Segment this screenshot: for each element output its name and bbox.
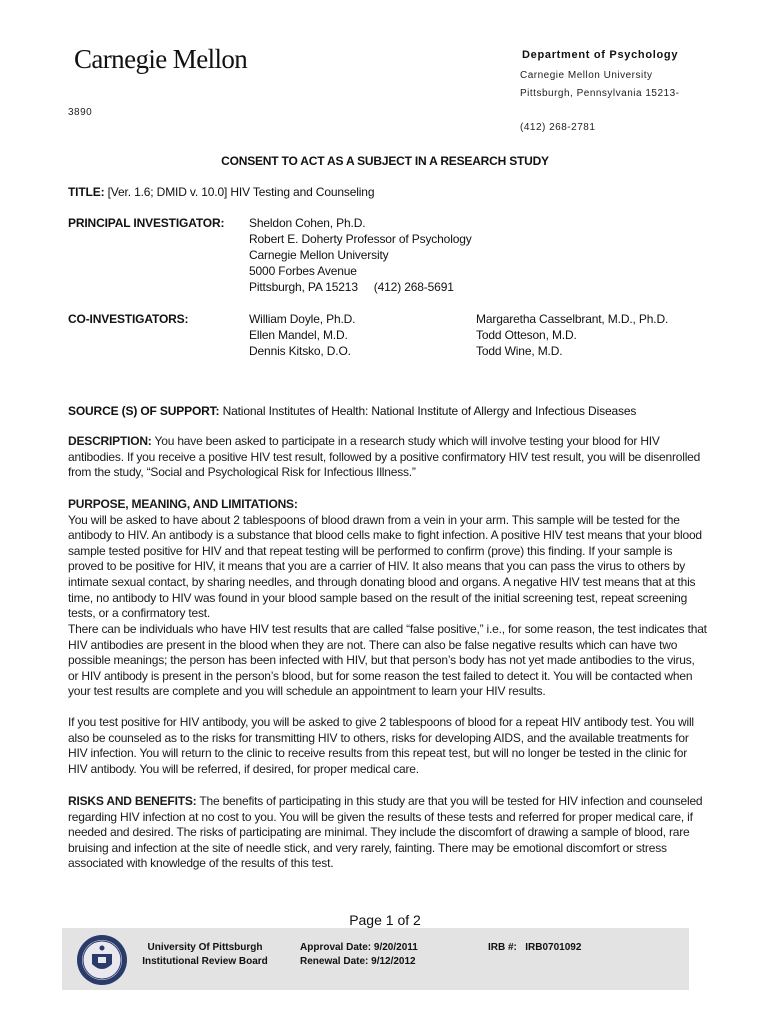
description-text: You have been asked to participate in a research study which will involve testing your blood for HIV antibodies. If you receive a positive HIV test result, followed by a positive confirmatory HIV test result, you will be disenrolled from the study, “Social and Psychological Risk for Infectious Illness.” [68,434,701,480]
purpose-section [68,497,708,622]
irb-dates [300,941,418,969]
false-results-section [68,622,708,700]
renewal-date: Renewal Date: 9/12/2012 [300,956,416,967]
pi-line: Pittsburgh, PA 15213 (412) 268-5691 [249,280,454,294]
coinvestigator-name: Dennis Kitsko, D.O. [249,344,351,358]
source-of-support [68,403,636,419]
risks-text: The benefits of participating in this study are that you will be tested for HIV infection and counseled regarding HIV infection at no cost to you. You will be given the results of these tests and referred for proper medical care, if needed and desired. The risks of participating are minimal. They include the discomfort of drawing a sample of blood, rare bruising and infection at the site of needle stick, and very rarely, fainting. There may be emotional discomfort or stress associated with knowledge of the results of this test. [68,794,703,871]
coinvestigators-label: CO-INVESTIGATORS: [68,312,189,326]
pi-line: Carnegie Mellon University [249,248,389,262]
description-label: DESCRIPTION: [68,434,152,448]
coinvestigator-name: Todd Wine, M.D. [476,344,563,358]
zip-suffix: 3890 [68,107,93,118]
positive-test-section [68,715,708,777]
positive-test-text: If you test positive for HIV antibody, you will be asked to give 2 tablespoons of blood for a repeat HIV antibody test. You will also be counseled as to the risks for transmitting HIV to others, risks for developing AIDS, and the available treatments for HIV infection. You will return to the clinic to receive results from this repeat test, but will no longer be tested in the clinic for HIV antibody. You will be referred, if desired, for proper medical care. [68,715,694,776]
coinvestigator-name: William Doyle, Ph.D. [249,312,356,326]
purpose-label: PURPOSE, MEANING, AND LIMITATIONS: [68,497,298,511]
city-line: Pittsburgh, Pennsylvania 15213- [520,88,680,99]
coinvestigator-name: Ellen Mandel, M.D. [249,328,348,342]
department-phone: (412) 268-2781 [520,122,596,133]
description-section [68,434,708,481]
university-seal-icon [76,934,128,986]
source-value: National Institutes of Health: National Institute of Allergy and Infectious Diseases [222,404,637,418]
university-name: Carnegie Mellon University [520,70,653,81]
pi-line: Robert E. Doherty Professor of Psychology [249,232,472,246]
pi-line: Sheldon Cohen, Ph.D. [249,216,366,230]
coinvestigator-name: Margaretha Casselbrant, M.D., Ph.D. [476,312,669,326]
pi-label: PRINCIPAL INVESTIGATOR: [68,216,225,230]
approval-date: Approval Date: 9/20/2011 [300,942,418,953]
irb-name-line: University Of Pittsburgh [147,942,263,953]
coinvestigator-name: Todd Otteson, M.D. [476,328,577,342]
source-label: SOURCE (S) OF SUPPORT: [68,404,220,418]
title-label: TITLE: [68,185,105,199]
consent-heading: CONSENT TO ACT AS A SUBJECT IN A RESEARCH STUDY [221,154,549,168]
false-results-text: There can be individuals who have HIV test results that are called “false positive,” i.e., for some reason, the test indicates that HIV antibodies are present in the blood when they are not. There can also be false negative results which can have two possible meanings; the person has been infected with HIV, but that person’s body has not yet made antibodies to the virus, or HIV antibody is present in the person’s blood, but for some reason the test failed to detect it. You will be contacted when your test results are complete and you will schedule an appointment to learn your HIV results. [68,622,707,699]
department-name: Department of Psychology [522,49,679,61]
irb-name-line: Institutional Review Board [142,956,268,967]
irb-name [140,941,270,969]
purpose-text: You will be asked to have about 2 tablespoons of blood drawn from a vein in your arm. This sample will be tested for the antibody to HIV. An antibody is a substance that blood cells make to fight infection. A positive HIV test means that your blood sample tested positive for HIV and that repeat testing will be performed to confirm (prove) this finding. If your sample is proved to be positive for HIV, it means that you are a carrier of HIV. It also means that you can pass the virus to others by intimate sexual contact, by sharing needles, and through donating blood and organs. A negative HIV test means that at this time, no antibody to HIV was found in your blood sample based on the result of the initial screening test, repeat screening tests, or a confirmatory test. [68,512,702,621]
pi-line: 5000 Forbes Avenue [249,264,357,278]
risks-section [68,794,708,872]
title-value: [Ver. 1.6; DMID v. 10.0] HIV Testing and Counseling [107,185,375,199]
carnegie-mellon-logo: Carnegie Mellon [74,44,248,74]
risks-label: RISKS AND BENEFITS: [68,794,197,808]
study-title-row [68,184,374,200]
irb-number: IRB #: IRB0701092 [488,942,582,953]
page-number: Page 1 of 2 [349,912,421,928]
